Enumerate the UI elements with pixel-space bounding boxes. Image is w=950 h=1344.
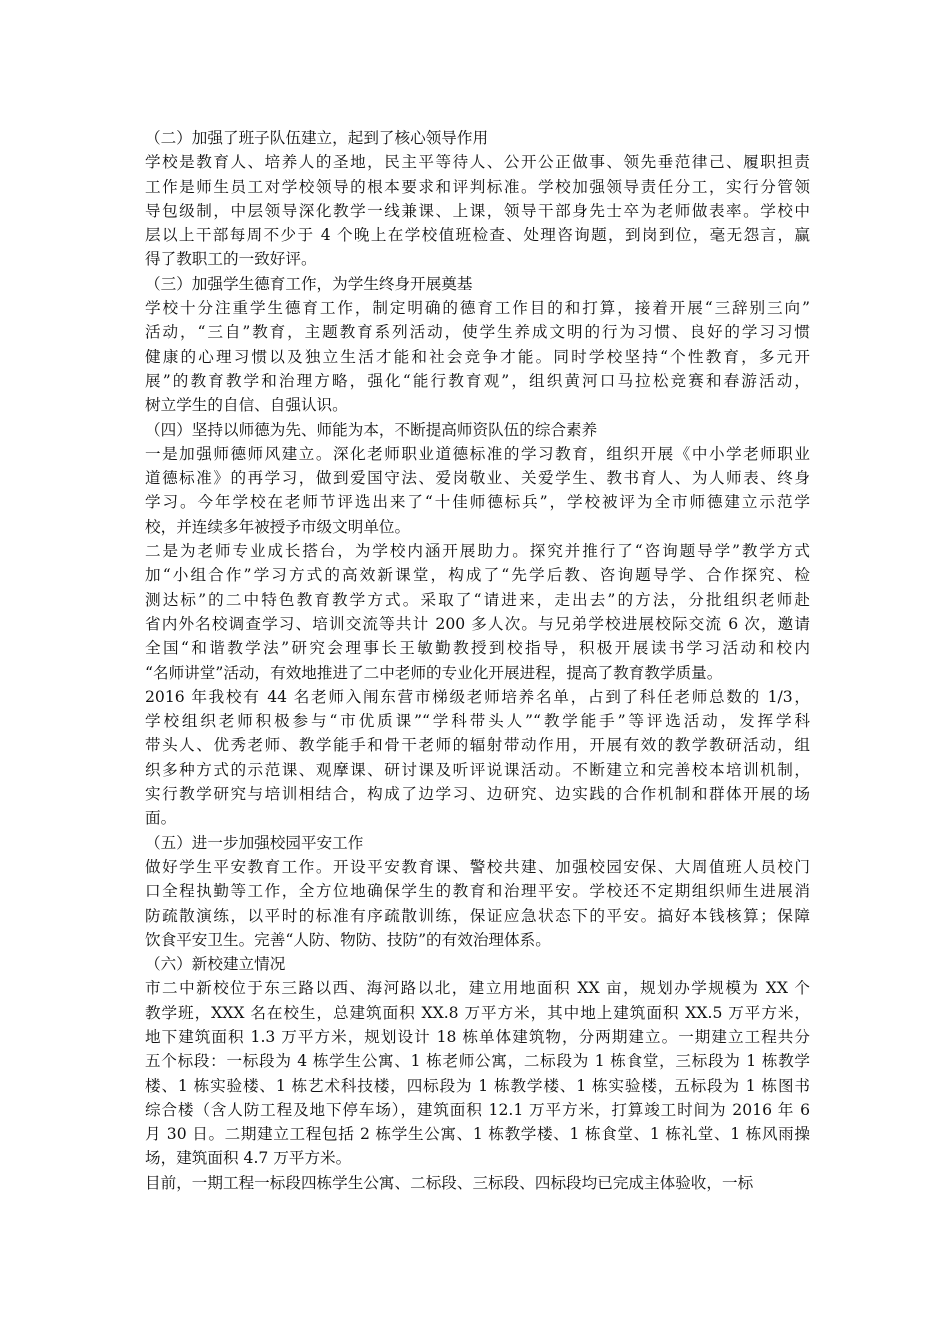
text-line: 2016 年我校有 44 名老师入闱东营市梯级老师培养名单，占到了科任老师总数的 1/3， <box>145 687 810 706</box>
text-line: 织多种方式的示范课、观摩课、研讨课及听评说课活动。不断建立和完善校本培训机制， <box>145 760 810 779</box>
paragraph <box>145 296 810 417</box>
text-line: 道德标准》的再学习，做到爱国守法、爱岗敬业、关爱学生、教书育人、为人师表、终身 <box>145 469 810 488</box>
text-line: 楼、1 栋实验楼、1 栋艺术科技楼，四标段为 1 栋教学楼、1 栋实验楼，五标段为 1 栋图书 <box>145 1076 810 1095</box>
text-line: 带头人、优秀老师、教学能手和骨干老师的辐射带动作用，开展有效的教学教研活动，组 <box>145 736 810 755</box>
paragraph <box>145 150 810 271</box>
text-line: 树立学生的自信、自强认识。 <box>145 396 348 415</box>
section-heading: （二）加强了班子队伍建立，起到了核心领导作用 <box>145 129 489 147</box>
text-line: 市二中新校位于东三路以西、海河路以北，建立用地面积 XX 亩，规划办学规模为 XX 个 <box>145 979 810 998</box>
text-line: 面。 <box>145 809 177 828</box>
paragraph <box>145 442 810 539</box>
text-line: 工作是师生员工对学校领导的根本要求和评判标准。学校加强领导责任分工，实行分管领 <box>145 177 810 196</box>
section-heading: （五）进一步加强校园平安工作 <box>145 833 364 852</box>
text-line: 活动，“三自”教育，主题教育系列活动，使学生养成文明的行为习惯、良好的学习习惯 <box>145 323 810 342</box>
text-line: 口全程执勤等工作，全方位地确保学生的教育和治理平安。学校还不定期组织师生进展消 <box>145 882 810 901</box>
text-line: 综合楼（含人防工程及地下停车场），建筑面积 12.1 万平方米，打算竣工时间为 2016 年 6 <box>145 1100 810 1119</box>
text-line: 场，建筑面积 4.7 万平方米。 <box>145 1149 352 1168</box>
text-line: 一是加强师德师风建立。深化老师职业道德标准的学习教育，组织开展《中小学老师职业 <box>145 444 810 463</box>
section-heading: （四）坚持以师德为先、师能为本，不断提高师资队伍的综合素养 <box>145 420 598 439</box>
text-line: 学校十分注重学生德育工作，制定明确的德育工作目的和打算，接着开展“三辞别三向” <box>145 299 810 318</box>
document-page <box>145 126 810 1195</box>
text-line: 五个标段：一标段为 4 栋学生公寓、1 栋老师公寓，二标段为 1 栋食堂，三标段为 1 栋教学 <box>145 1052 810 1071</box>
text-line: 加“小组合作”学习方式的高效新课堂，构成了“先学后教、咨询题导学、合作探究、检 <box>145 566 810 585</box>
paragraph <box>145 539 810 685</box>
text-line: 地下建筑面积 1.3 万平方米，规划设计 18 栋单体建筑物，分两期建立。一期建立工程共分 <box>145 1027 810 1046</box>
text-line: 饮食平安卫生。完善“人防、物防、技防”的有效治理体系。 <box>145 930 551 949</box>
text-line: 学习。今年学校在老师节评选出来了“十佳师德标兵”，学校被评为全市师德建立示范学 <box>145 493 810 512</box>
section-heading: （三）加强学生德育工作，为学生终身开展奠基 <box>145 274 473 293</box>
text-line: 校，并连续多年被授予市级文明单位。 <box>145 517 411 536</box>
text-line: “名师讲堂”活动，有效地推进了二中老师的专业化开展进程，提高了教育教学质量。 <box>145 663 723 682</box>
paragraph <box>145 855 810 952</box>
text-line: 导包级制，中层领导深化教学一线兼课、上课，领导干部身先士卒为老师做表率。学校中 <box>145 201 810 220</box>
text-line: 做好学生平安教育工作。开设平安教育课、警校共建、加强校园安保、大周值班人员校门 <box>145 857 810 876</box>
text-line: 教学班，XXX 名在校生，总建筑面积 XX.8 万平方米，其中地上建筑面积 XX.5 万平方米， <box>145 1003 810 1022</box>
text-line: 二是为老师专业成长搭台，为学校内涵开展助力。探究并推行了“咨询题导学”教学方式 <box>145 542 810 561</box>
paragraph <box>145 685 810 831</box>
text-line: 层以上干部每周不少于 4 个晚上在学校值班检查、处理咨询题，到岗到位，毫无怨言，赢 <box>145 226 810 245</box>
paragraph <box>145 1171 810 1195</box>
text-line: 全国“和谐教学法”研究会理事长王敏勤教授到校指导，积极开展读书学习活动和校内 <box>145 639 810 658</box>
text-line: 展”的教育教学和治理方略，强化“能行教育观”，组织黄河口马拉松竞赛和春游活动， <box>145 371 810 390</box>
text-line: 健康的心理习惯以及独立生活才能和社会竞争才能。同时学校坚持“个性教育，多元开 <box>145 347 810 366</box>
text-line: 测达标”的二中特色教育教学方式。采取了“请进来，走出去”的方法，分批组织老师赴 <box>145 590 810 609</box>
section-heading: （六）新校建立情况 <box>145 955 286 974</box>
text-line: 学校是教育人、培养人的圣地，民主平等待人、公开公正做事、领先垂范律己、履职担责 <box>145 153 810 172</box>
text-line: 学校组织老师积极参与“市优质课”“学科带头人”“教学能手”等评选活动，发挥学科 <box>145 712 810 731</box>
text-line: 实行教学研究与培训相结合，构成了边学习、边研究、边实践的合作机制和群体开展的场 <box>145 785 810 804</box>
text-line: 得了教职工的一致好评。 <box>145 250 317 269</box>
text-line: 省内外名校调查学习、培训交流等共计 200 多人次。与兄弟学校进展校际交流 6 次，邀请 <box>145 614 810 633</box>
text-line: 月 30 日。二期建立工程包括 2 栋学生公寓、1 栋教学楼、1 栋食堂、1 栋礼堂、1 栋风雨操 <box>145 1125 810 1144</box>
paragraph <box>145 976 810 1170</box>
text-line: 防疏散演练，以平时的标准有序疏散训练，保证应急状态下的平安。搞好本钱核算；保障 <box>145 906 810 925</box>
text-line: 目前，一期工程一标段四栋学生公寓、二标段、三标段、四标段均已完成主体验收，一标 <box>145 1173 754 1192</box>
